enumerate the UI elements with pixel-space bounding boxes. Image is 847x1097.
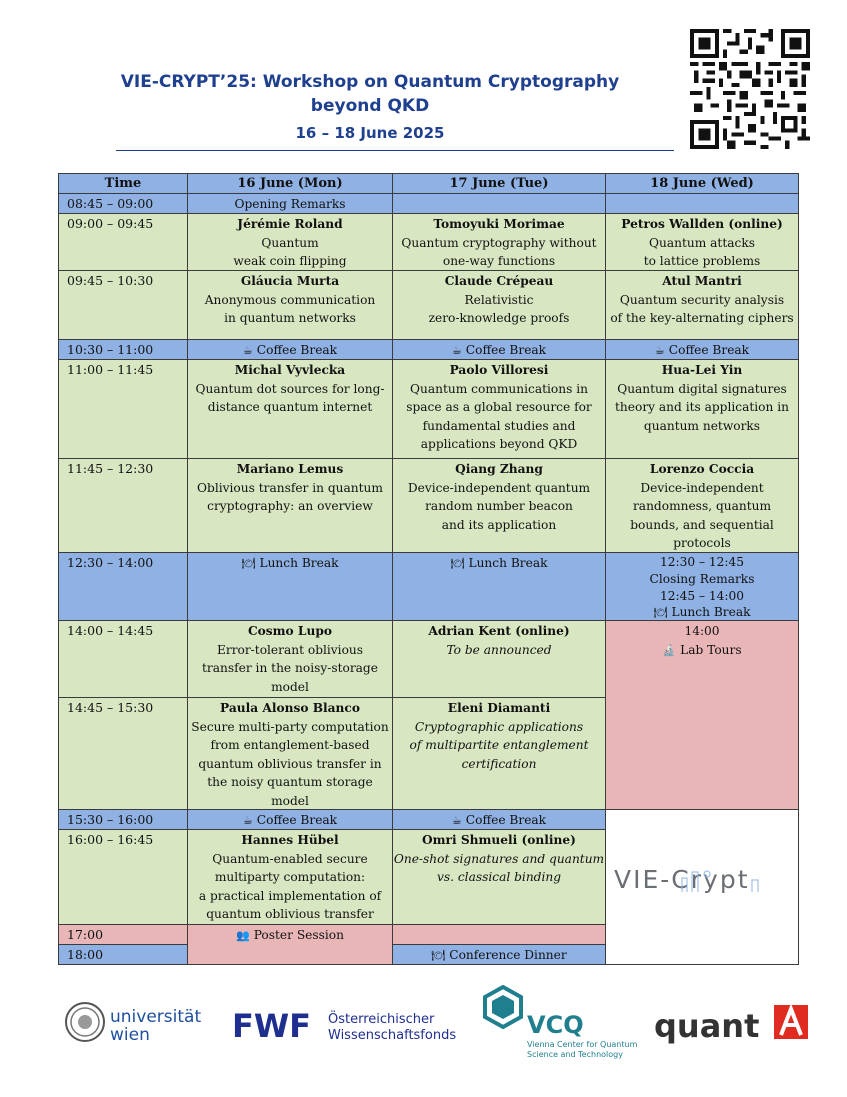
- talk-title: protocols: [673, 536, 731, 550]
- univie-logo[interactable]: [64, 999, 204, 1051]
- speaker: Lorenzo Coccia: [649, 462, 755, 476]
- talk-title: of multipartite entanglement: [409, 738, 589, 752]
- fwf-logo[interactable]: [232, 1003, 472, 1047]
- vcq-mark: VCQ: [527, 1011, 584, 1039]
- talk-title: Secure multi-party computation: [191, 719, 389, 734]
- talk-title: Anonymous communication: [204, 292, 376, 307]
- time-1030: 10:30 – 11:00: [58, 339, 188, 360]
- header-tue: 17 June (Tue): [392, 173, 606, 194]
- empty-tue-1700: [392, 924, 606, 945]
- time-1400: 14:00 – 14:45: [58, 620, 188, 698]
- talk-kent: [392, 620, 606, 698]
- sponsor-logos: [0, 985, 847, 1075]
- speaker: Hannes Hübel: [241, 833, 339, 847]
- talk-title: Oblivious transfer in quantum: [197, 480, 383, 495]
- coffee-break-mon: [187, 339, 393, 360]
- speaker: Claude Crépeau: [444, 274, 554, 288]
- talk-roland: [187, 213, 393, 271]
- speaker: Gláucia Murta: [240, 274, 340, 288]
- speaker: Omri Shmueli (online): [422, 833, 576, 847]
- talk-title: in quantum networks: [224, 311, 356, 325]
- univie-line2: wien: [110, 1025, 150, 1045]
- vie-crypt-logo: [612, 858, 798, 898]
- coffee-break-tue-pm: [392, 809, 606, 830]
- title-underline: [116, 150, 674, 151]
- time-1530: 15:30 – 16:00: [58, 809, 188, 830]
- closing-time: 12:30 – 12:45: [659, 555, 745, 569]
- lunch-label: Lunch Break: [259, 556, 339, 570]
- empty-wed-0845: [605, 193, 799, 214]
- talk-title: Quantum digital signatures: [617, 381, 787, 396]
- quanta-mark: quant: [654, 1007, 760, 1045]
- talk-coccia: [605, 458, 799, 553]
- coffee-cup-icon: ☕: [451, 814, 462, 827]
- coffee-break-wed: [605, 339, 799, 360]
- poster-label: Poster Session: [253, 928, 344, 942]
- talk-title: random number beacon: [425, 499, 573, 513]
- poster-session: [187, 924, 393, 965]
- talk-shmueli: [392, 829, 606, 925]
- header-time: Time: [58, 173, 188, 194]
- coffee-break-mon-pm: [187, 809, 393, 830]
- speaker: Michal Vyvlecka: [234, 363, 346, 377]
- talk-title: One-shot signatures and quantum: [393, 851, 605, 866]
- coffee-label: Coffee Break: [465, 343, 547, 357]
- speaker: Adrian Kent (online): [428, 624, 570, 638]
- speaker: Tomoyuki Morimae: [433, 217, 565, 231]
- workshop-dates: 16 – 18 June 2025: [295, 124, 445, 142]
- vcq-line1: Vienna Center for Quantum: [527, 1040, 638, 1049]
- talk-title: Quantum-enabled secure: [212, 851, 368, 866]
- speaker: Petros Wallden (online): [621, 217, 783, 231]
- talk-title: Quantum security analysis: [619, 292, 785, 307]
- talk-yin: [605, 359, 799, 459]
- talk-title: Error-tolerant oblivious: [216, 642, 364, 657]
- talk-hubel: [187, 829, 393, 925]
- talk-crepeau: [392, 270, 606, 340]
- talk-title: model: [271, 793, 309, 808]
- talk-title: vs. classical binding: [436, 870, 562, 884]
- closing-lunch-wed: [605, 552, 799, 621]
- talk-title: multiparty computation:: [214, 870, 366, 884]
- talk-title: applications beyond QKD: [420, 437, 578, 451]
- lab-tour-label: Lab Tours: [680, 642, 742, 657]
- talk-title: weak coin flipping: [233, 254, 347, 268]
- header-mon: 16 June (Mon): [187, 173, 393, 194]
- lunch-time: 12:45 – 14:00: [659, 588, 745, 603]
- coffee-cup-icon: ☕: [242, 814, 253, 827]
- qr-code-icon[interactable]: [690, 29, 810, 149]
- page-title-line1: VIE-CRYPT’25: Workshop on Quantum Cryptography: [120, 72, 620, 92]
- time-0900: 09:00 – 09:45: [58, 213, 188, 271]
- fwf-line1: Österreichischer: [328, 1012, 435, 1027]
- coffee-label: Coffee Break: [256, 813, 338, 827]
- coffee-label: Coffee Break: [256, 343, 338, 357]
- talk-title: certification: [461, 756, 537, 771]
- talk-title: Quantum cryptography without: [401, 235, 597, 250]
- fork-plate-icon: 🍽: [653, 606, 668, 620]
- vcq-line2: Science and Technology: [527, 1050, 623, 1059]
- speaker: Eleni Diamanti: [447, 701, 551, 715]
- lab-tours: [605, 620, 799, 810]
- talk-title: model: [271, 679, 309, 694]
- microscope-icon: 🔬: [662, 643, 677, 657]
- talk-title: quantum oblivious transfer: [206, 907, 374, 921]
- schedule-table: [58, 173, 799, 965]
- talk-vyvlecka: [187, 359, 393, 459]
- lab-tour-time: 14:00: [684, 624, 720, 638]
- talk-title: quantum oblivious transfer in: [198, 756, 382, 771]
- talk-morimae: [392, 213, 606, 271]
- talk-blanco: [187, 697, 393, 810]
- talk-title: Quantum attacks: [649, 235, 755, 250]
- time-1600: 16:00 – 16:45: [58, 829, 188, 925]
- talk-title: Quantum communications in: [410, 381, 588, 396]
- talk-villoresi: [392, 359, 606, 459]
- talk-title: one-way functions: [442, 254, 556, 268]
- fork-plate-icon: 🍽: [241, 557, 256, 570]
- talk-title: cryptography: an overview: [207, 499, 373, 513]
- talk-title: distance quantum internet: [207, 400, 373, 414]
- fork-plate-icon: 🍽: [431, 949, 446, 962]
- talk-title: bounds, and sequential: [630, 517, 774, 532]
- talk-title: Quantum dot sources for long-: [195, 381, 385, 396]
- talk-diamanti: [392, 697, 606, 810]
- talk-title: randomness, quantum: [632, 499, 772, 513]
- fwf-mark: FWF: [232, 1007, 312, 1045]
- fork-plate-icon: 🍽: [450, 557, 465, 570]
- talk-title: Cryptographic applications: [414, 719, 584, 734]
- coffee-cup-icon: ☕: [451, 344, 462, 357]
- speaker: Hua-Lei Yin: [661, 363, 743, 377]
- vie-crypt-text: VIE-Crypt: [614, 865, 750, 894]
- talk-title: transfer in the noisy-storage: [202, 661, 378, 675]
- talk-title: of the key-alternating ciphers: [610, 311, 794, 325]
- talk-title: Quantum: [261, 235, 319, 250]
- fwf-line2: Wissenschaftsfonds: [328, 1028, 457, 1043]
- talk-title: Device-independent quantum: [407, 480, 591, 495]
- coffee-cup-icon: ☕: [654, 344, 665, 357]
- univie-line1: universität: [110, 1007, 202, 1027]
- time-1445: 14:45 – 15:30: [58, 697, 188, 810]
- closing-remarks: Closing Remarks: [649, 571, 755, 586]
- coffee-break-tue: [392, 339, 606, 360]
- time-1700: 17:00: [58, 924, 188, 945]
- header-wed: 18 June (Wed): [605, 173, 799, 194]
- speaker: Atul Mantri: [662, 274, 742, 288]
- time-1800: 18:00: [58, 944, 188, 965]
- time-0845: 08:45 – 09:00: [58, 193, 188, 214]
- time-1230: 12:30 – 14:00: [58, 552, 188, 621]
- talk-title: Relativistic: [464, 292, 534, 307]
- coffee-label: Coffee Break: [465, 813, 547, 827]
- speaker: Paula Alonso Blanco: [220, 701, 360, 715]
- talk-title: Device-independent: [640, 480, 764, 495]
- page-title-line2: beyond QKD: [310, 96, 430, 116]
- talk-zhang: [392, 458, 606, 553]
- lunch-break-mon: [187, 552, 393, 621]
- speaker: Cosmo Lupo: [247, 624, 333, 638]
- talk-title: zero-knowledge proofs: [428, 311, 570, 325]
- coffee-label: Coffee Break: [668, 343, 750, 357]
- conference-dinner: [392, 944, 606, 965]
- talk-murta: [187, 270, 393, 340]
- talk-wallden: [605, 213, 799, 271]
- speaker: Paolo Villoresi: [449, 363, 549, 377]
- speaker: Mariano Lemus: [236, 462, 344, 476]
- lunch-break-tue: [392, 552, 606, 621]
- time-0945: 09:45 – 10:30: [58, 270, 188, 340]
- talk-title: to lattice problems: [643, 254, 761, 268]
- people-icon: 👥: [236, 929, 250, 942]
- vcq-logo[interactable]: [483, 985, 643, 1065]
- talk-title: the noisy quantum storage: [207, 775, 373, 789]
- talk-mantri: [605, 270, 799, 340]
- talk-title: To be announced: [446, 642, 552, 657]
- talk-title: space as a global resource for: [406, 400, 592, 414]
- time-1100: 11:00 – 11:45: [58, 359, 188, 459]
- talk-lemus: [187, 458, 393, 553]
- talk-title: fundamental studies and: [422, 418, 576, 433]
- talk-title: theory and its application in: [615, 400, 789, 414]
- talk-lupo: [187, 620, 393, 698]
- talk-title: from entanglement-based: [210, 738, 370, 752]
- speaker: Jérémie Roland: [237, 217, 343, 231]
- opening-remarks: Opening Remarks: [187, 193, 393, 214]
- talk-title: and its application: [441, 517, 557, 532]
- empty-tue-0845: [392, 193, 606, 214]
- coffee-cup-icon: ☕: [242, 344, 253, 357]
- quanta-logo[interactable]: [654, 999, 814, 1049]
- dinner-label: Conference Dinner: [449, 948, 567, 962]
- talk-title: quantum networks: [643, 418, 761, 433]
- time-1145: 11:45 – 12:30: [58, 458, 188, 553]
- talk-title: a practical implementation of: [198, 888, 382, 903]
- lunch-label: Lunch Break: [671, 605, 751, 620]
- speaker: Qiang Zhang: [455, 462, 543, 476]
- lunch-label: Lunch Break: [468, 556, 548, 570]
